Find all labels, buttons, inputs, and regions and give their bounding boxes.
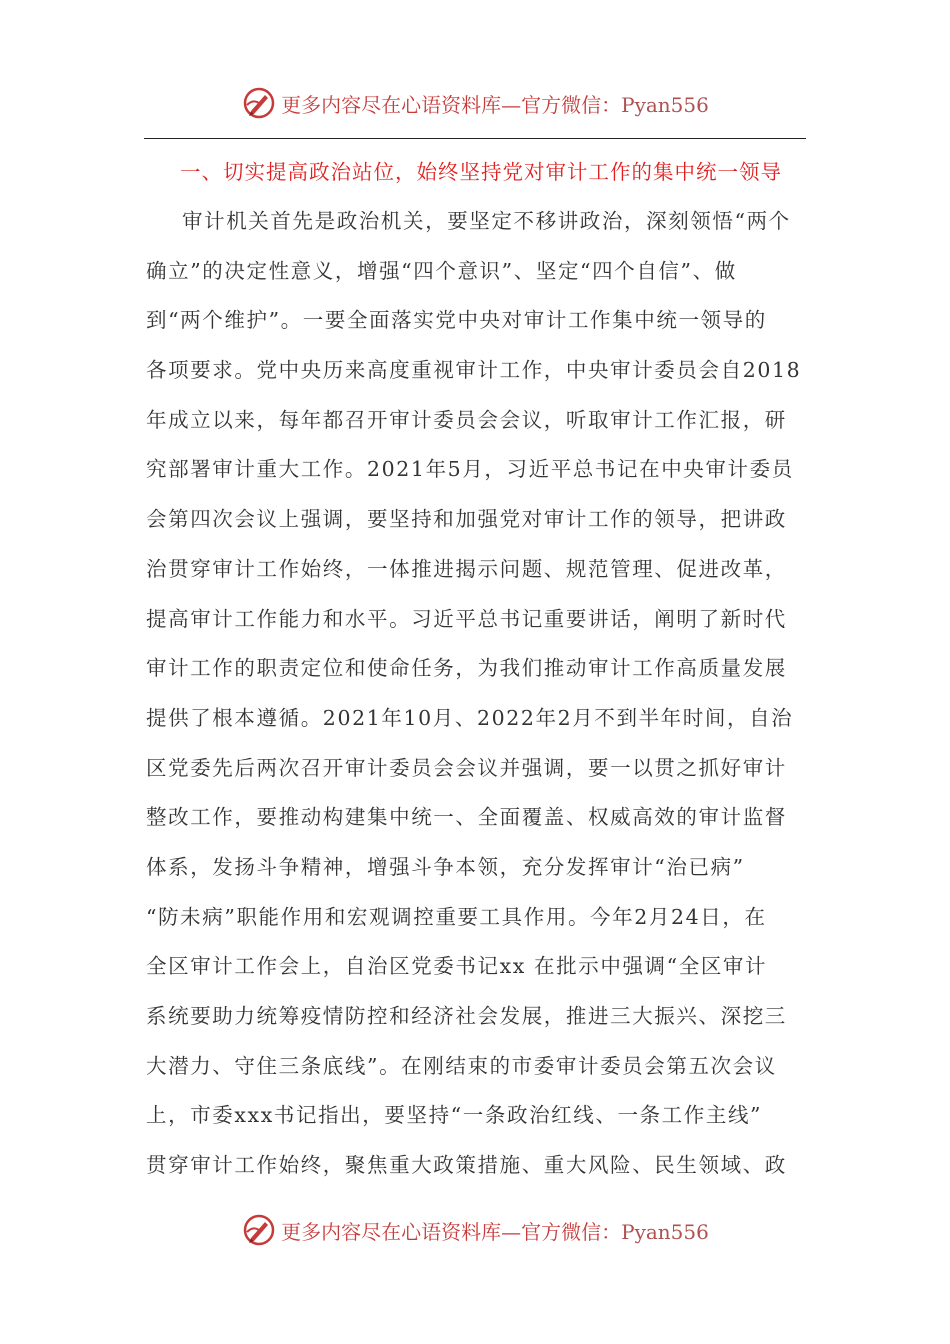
header-rule <box>144 138 806 139</box>
paragraph-line: 年成立以来，每年都召开审计委员会会议，听取审计工作汇报，研 <box>146 407 787 432</box>
paragraph-line: 系统要助力统筹疫情防控和经济社会发展，推进三大振兴、深挖三 <box>146 1004 787 1028</box>
paragraph-line: 各项要求。党中央历来高度重视审计工作，中央审计委员会自2018 <box>146 358 802 383</box>
paragraph-line: 上，市委xxx书记指出，要坚持“一条政治红线、一条工作主线” <box>146 1103 763 1128</box>
paragraph-line: 会第四次会议上强调，要坚持和加强党对审计工作的领导，把讲政 <box>146 507 787 532</box>
paragraph-line: 确立”的决定性意义，增强“四个意识”、坚定“四个自信”、做 <box>146 258 737 283</box>
banner-account: Pyan556 <box>621 92 709 117</box>
paragraph-line: 究部署审计重大工作。2021年5月，习近平总书记在中央审计委员 <box>146 457 794 482</box>
paragraph-line: 审计工作的职责定位和使命任务，为我们推动审计工作高质量发展 <box>146 656 787 681</box>
paragraph-line: 到“两个维护”。一要全面落实党中央对审计工作集中统一领导的 <box>146 308 767 333</box>
body-text <box>146 204 806 1198</box>
section-heading: 一、切实提高政治站位，始终坚持党对审计工作的集中统一领导 <box>180 160 782 184</box>
paragraph-line: “防未病”职能作用和宏观调控重要工具作用。今年2月24日，在 <box>146 904 767 929</box>
pen-logo-icon <box>241 1212 277 1248</box>
footer-banner <box>0 1210 950 1250</box>
paragraph-line: 提供了根本遵循。2021年10月、2022年2月不到半年时间，自治 <box>146 705 794 730</box>
paragraph-line: 贯穿审计工作始终，聚焦重大政策措施、重大风险、民生领域、政 <box>146 1153 787 1178</box>
paragraph-line: 审计机关首先是政治机关，要坚定不移讲政治，深刻领悟“两个 <box>182 209 791 233</box>
banner-main-text: 更多内容尽在心语资料库—官方微信： <box>281 1219 622 1244</box>
header-banner <box>0 83 950 123</box>
paragraph-line: 提高审计工作能力和水平。习近平总书记重要讲话，阐明了新时代 <box>146 606 787 631</box>
pen-logo-icon <box>241 85 277 121</box>
paragraph-line: 全区审计工作会上，自治区党委书记xx 在批示中强调“全区审计 <box>146 954 768 979</box>
paragraph-line: 区党委先后两次召开审计委员会会议并强调，要一以贯之抓好审计 <box>146 755 787 780</box>
banner-account: Pyan556 <box>621 1219 709 1244</box>
paragraph-line: 大潜力、守住三条底线”。在刚结束的市委审计委员会第五次会议 <box>146 1053 777 1078</box>
banner-text <box>281 1216 709 1245</box>
paragraph-line: 整改工作，要推动构建集中统一、全面覆盖、权威高效的审计监督 <box>146 805 787 830</box>
paragraph-line: 治贯穿审计工作始终，一体推进揭示问题、规范管理、促进改革， <box>146 556 787 581</box>
banner-main-text: 更多内容尽在心语资料库—官方微信： <box>281 92 622 117</box>
paragraph-line: 体系，发扬斗争精神，增强斗争本领，充分发挥审计“治已病” <box>146 854 745 879</box>
banner-text <box>281 89 709 118</box>
